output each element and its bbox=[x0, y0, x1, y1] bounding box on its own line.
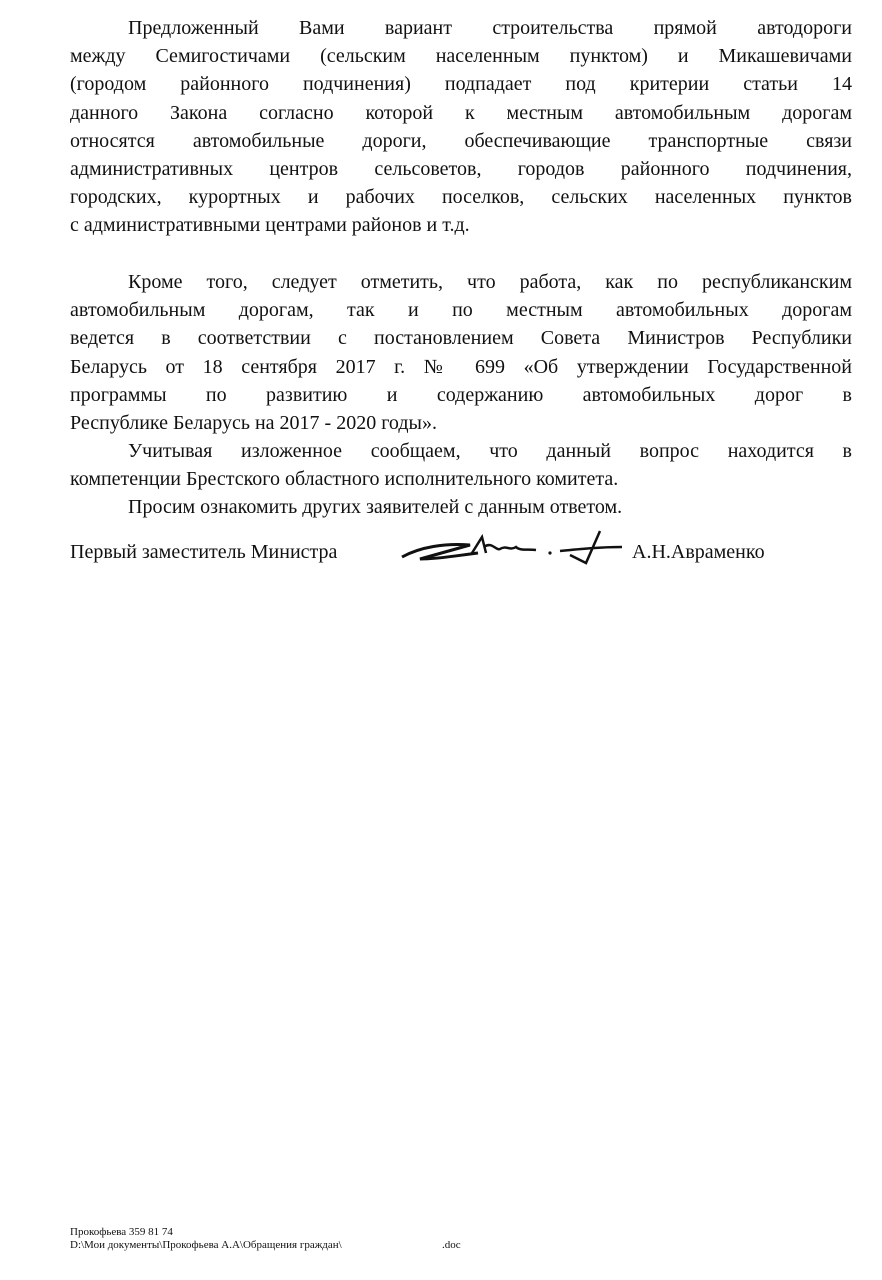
paragraph-4 bbox=[70, 493, 852, 521]
text-line: Просим ознакомить других заявителей с данным ответом. bbox=[128, 496, 623, 518]
signatory-title: Первый заместитель Министра bbox=[70, 541, 338, 563]
text-line: Кроме того, следует отметить, что работа, как по республиканским bbox=[128, 271, 852, 293]
text-line: Предложенный Вами вариант строительства прямой автодороги bbox=[128, 17, 852, 39]
text-line: автомобильным дорогам, так и по местным автомобильных дорогам bbox=[70, 299, 852, 322]
executor-contact: Прокофьева 359 81 74 bbox=[70, 1226, 173, 1238]
text-line: между Семигостичами (сельским населенным пунктом) и Микашевичами bbox=[70, 45, 852, 68]
text-line: Учитывая изложенное сообщаем, что данный вопрос находится в bbox=[128, 440, 852, 462]
text-line: компетенции Брестского областного исполнительного комитета. bbox=[70, 468, 619, 491]
file-extension: .doc bbox=[442, 1239, 461, 1251]
footer bbox=[70, 1226, 461, 1252]
text-line: программы по развитию и содержанию автомобильных дорог в bbox=[70, 383, 852, 406]
paragraph-2 bbox=[70, 268, 852, 437]
text-line: данного Закона согласно которой к местным автомобильным дорогам bbox=[70, 101, 852, 124]
paragraph-1 bbox=[70, 14, 852, 240]
text-line: городских, курортных и рабочих поселков, сельских населенных пунктов bbox=[70, 186, 852, 209]
text-line: Беларусь от 18 сентября 2017 г. № 699 «Об утверждении Государственной bbox=[70, 355, 852, 378]
text-line: (городом районного подчинения) подпадает под критерии статьи 14 bbox=[70, 73, 852, 96]
text-line: административных центров сельсоветов, городов районного подчинения, bbox=[70, 158, 852, 181]
signature-block bbox=[70, 537, 852, 571]
paragraph-3 bbox=[70, 437, 852, 493]
handwritten-signature bbox=[400, 529, 630, 573]
signatory-name: А.Н.Авраменко bbox=[632, 541, 765, 563]
file-path: D:\Мои документы\Прокофьева А.А\Обращения граждан\ bbox=[70, 1239, 342, 1251]
text-line: ведется в соответствии с постановлением Совета Министров Республики bbox=[70, 327, 852, 350]
text-line: с административными центрами районов и т.д. bbox=[70, 214, 470, 237]
text-line: Республике Беларусь на 2017 - 2020 годы». bbox=[70, 412, 437, 435]
text-line: относятся автомобильные дороги, обеспечивающие транспортные связи bbox=[70, 129, 852, 152]
